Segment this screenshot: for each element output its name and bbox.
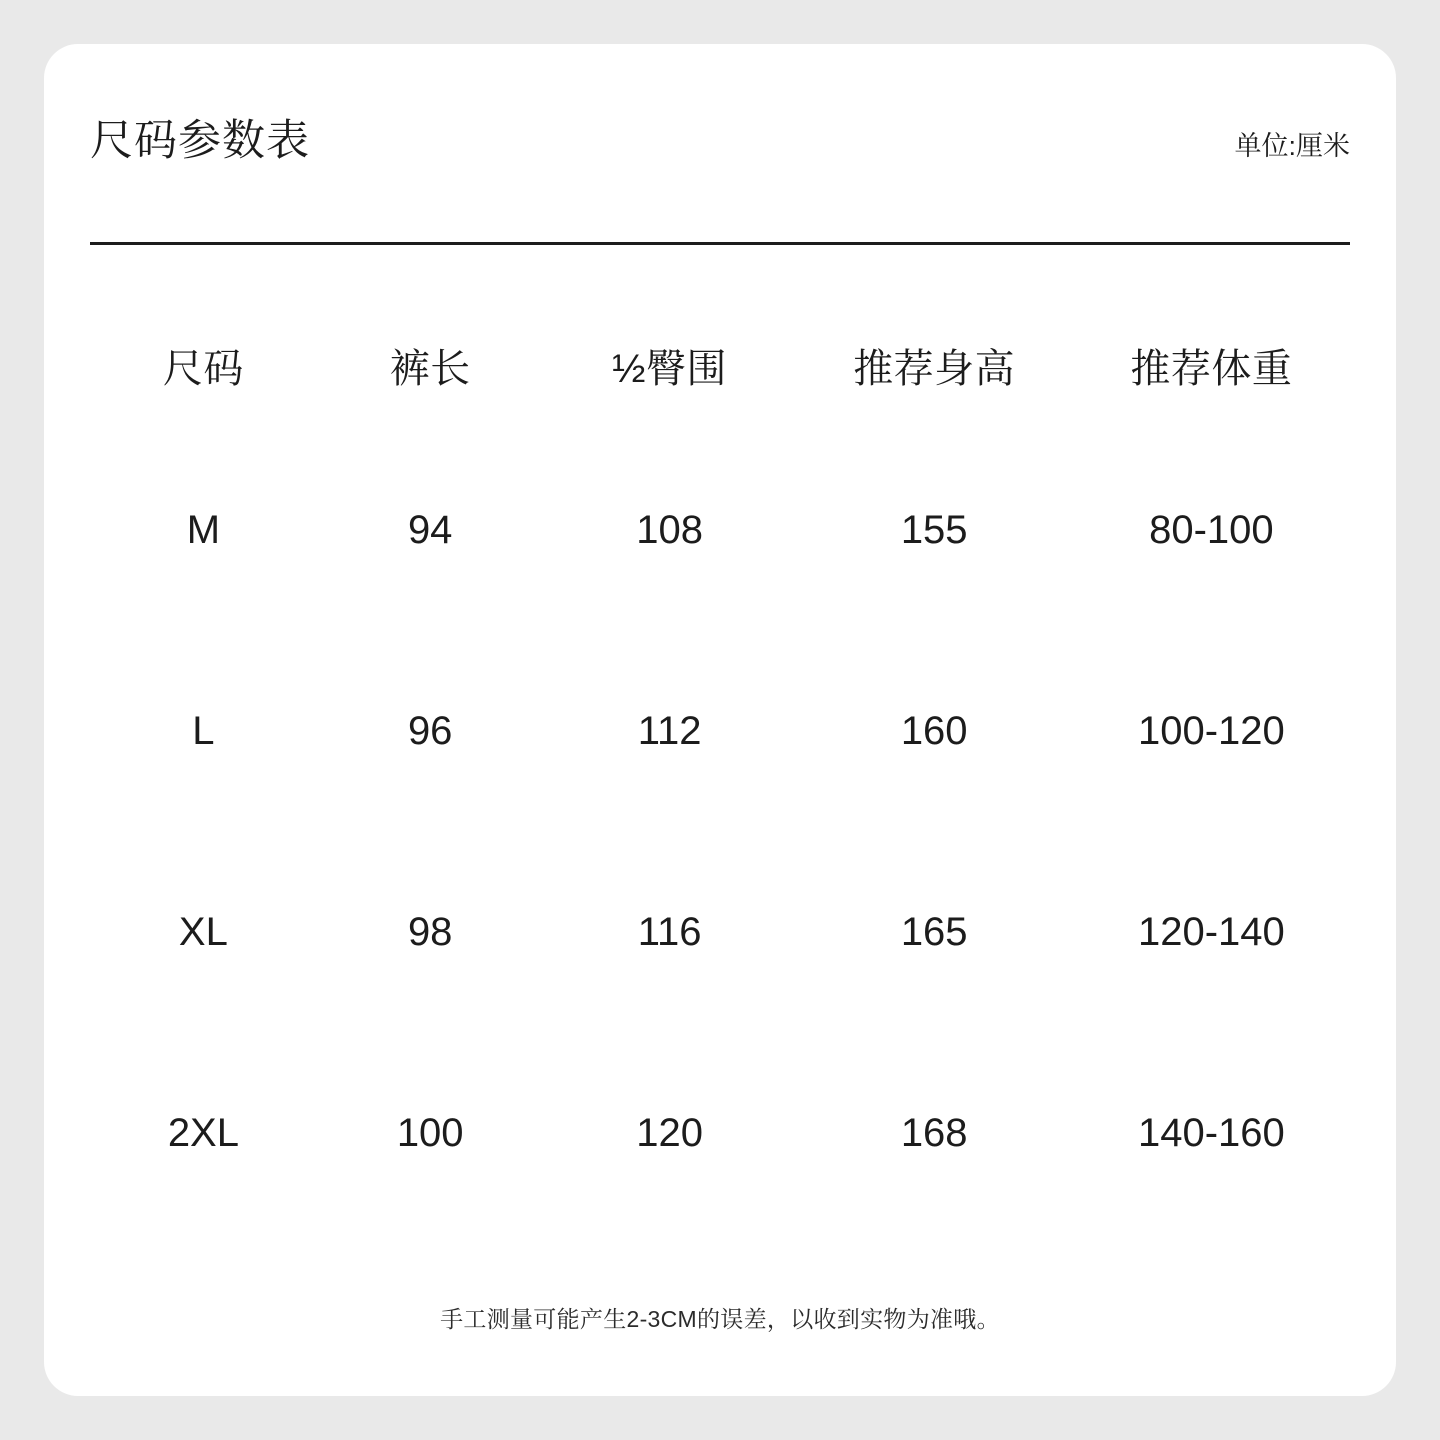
unit-label: 单位:厘米 [1234, 131, 1350, 161]
cell-pant-length: 94 [407, 508, 453, 552]
table-row [90, 832, 1350, 1033]
size-table [90, 300, 1350, 1234]
page-title: 尺码参数表 [90, 117, 310, 165]
column-header-size: 尺码 [162, 346, 244, 391]
table-row [90, 430, 1350, 631]
cell-pant-length: 96 [407, 709, 453, 753]
cell-pant-length: 98 [407, 910, 453, 954]
column-header-height: 推荐身高 [853, 346, 1016, 391]
cell-height: 160 [900, 709, 968, 753]
cell-height: 155 [900, 508, 968, 552]
cell-height: 165 [900, 910, 968, 954]
cell-size: 2XL [167, 1111, 239, 1155]
column-header-half-hip: ½臀围 [612, 346, 728, 391]
cell-weight: 80-100 [1149, 508, 1274, 552]
cell-pant-length: 100 [396, 1111, 464, 1155]
column-header-pant-length: 裤长 [389, 346, 471, 391]
cell-half-hip: 116 [637, 910, 702, 954]
table-row [90, 631, 1350, 832]
cell-half-hip: 120 [636, 1111, 703, 1155]
header-divider [90, 242, 1350, 245]
table-header-row [90, 300, 1350, 430]
cell-weight: 120-140 [1137, 910, 1285, 954]
table-row [90, 1033, 1350, 1234]
cell-size: M [186, 508, 221, 552]
column-header-weight: 推荐体重 [1130, 346, 1293, 391]
cell-weight: 140-160 [1137, 1111, 1285, 1155]
cell-size: XL [178, 910, 228, 954]
cell-half-hip: 108 [636, 508, 703, 552]
measurement-disclaimer: 手工测量可能产生2-3CM的误差，以收到实物为准哦。 [440, 1306, 1000, 1332]
card-header [90, 117, 1350, 216]
cell-size: L [192, 709, 215, 753]
cell-weight: 100-120 [1137, 709, 1285, 753]
cell-half-hip: 112 [637, 709, 702, 753]
size-chart-card [44, 44, 1396, 1396]
cell-height: 168 [900, 1111, 968, 1155]
